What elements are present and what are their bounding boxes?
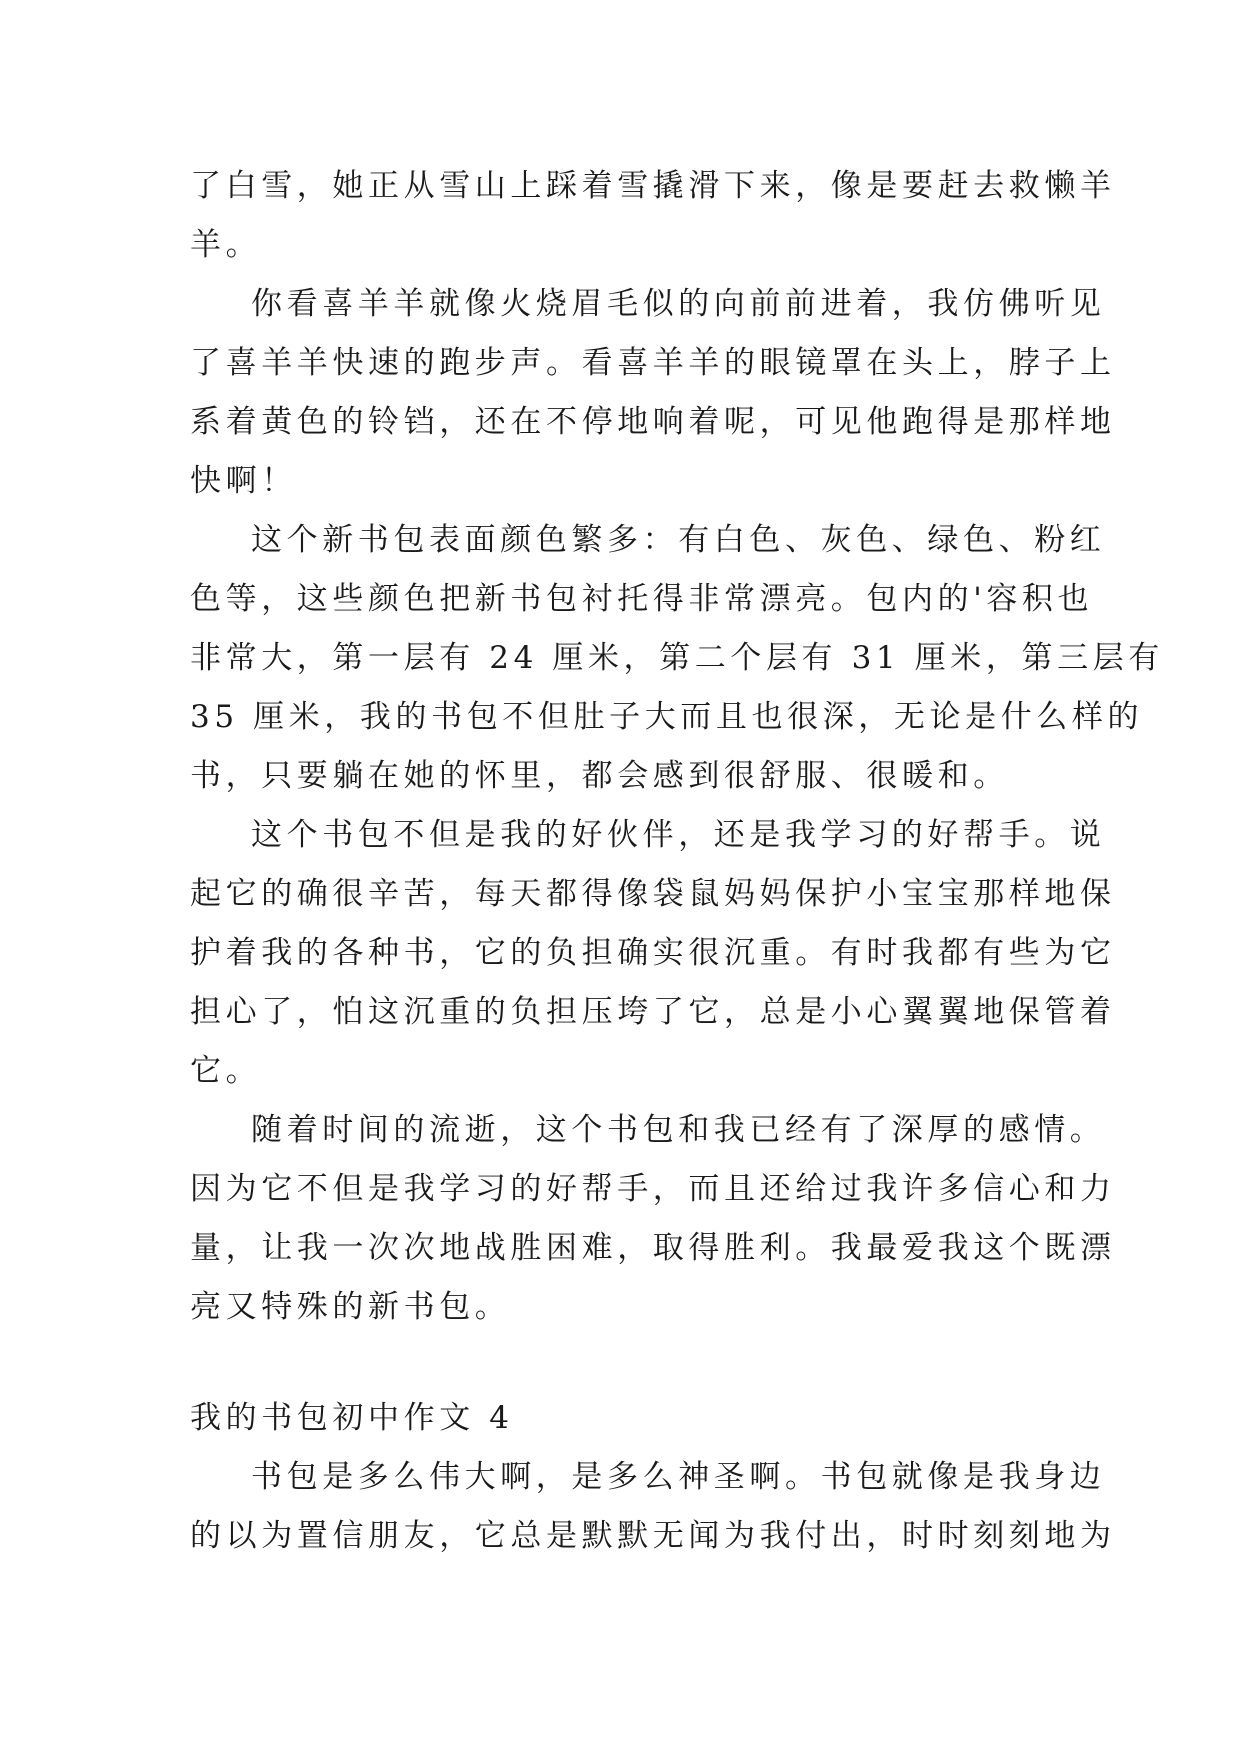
text-line: 的以为置信朋友，它总是默默无闻为我付出，时时刻刻地为	[190, 1518, 1116, 1554]
section-heading: 我的书包初中作文 4	[190, 1400, 514, 1436]
text-line: 量，让我一次次地战胜困难，取得胜利。我最爱我这个既漂	[190, 1230, 1116, 1266]
text-line: 担心了，怕这沉重的负担压垮了它，总是小心翼翼地保管着	[190, 994, 1116, 1030]
text-line: 非常大，第一层有 24 厘米，第二个层有 31 厘米，第三层有	[190, 640, 1164, 676]
text-line: 快啊！	[190, 463, 297, 499]
text-line: 色等，这些颜色把新书包衬托得非常漂亮。包内的'容积也	[190, 581, 1094, 617]
text-line: 因为它不但是我学习的好帮手，而且还给过我许多信心和力	[190, 1171, 1116, 1207]
text-line: 35 厘米，我的书包不但肚子大而且也很深，无论是什么样的	[190, 699, 1144, 735]
paragraph-first-line: 你看喜羊羊就像火烧眉毛似的向前前进着，我仿佛听见	[251, 286, 1106, 322]
paragraph-first-line: 这个书包不但是我的好伙伴，还是我学习的好帮手。说	[251, 817, 1106, 853]
text-line: 护着我的各种书，它的负担确实很沉重。有时我都有些为它	[190, 935, 1116, 971]
text-line: 了喜羊羊快速的跑步声。看喜羊羊的眼镜罩在头上，脖子上	[190, 345, 1116, 381]
text-line: 起它的确很辛苦，每天都得像袋鼠妈妈保护小宝宝那样地保	[190, 876, 1116, 912]
text-line: 亮又特殊的新书包。	[190, 1289, 511, 1325]
text-line: 它。	[190, 1053, 262, 1089]
text-line: 系着黄色的铃铛，还在不停地响着呢，可见他跑得是那样地	[190, 404, 1116, 440]
text-line: 书，只要躺在她的怀里，都会感到很舒服、很暖和。	[190, 758, 1009, 794]
text-line: 羊。	[190, 227, 262, 263]
paragraph-first-line: 随着时间的流逝，这个书包和我已经有了深厚的感情。	[251, 1112, 1106, 1148]
paragraph-first-line: 这个新书包表面颜色繁多：有白色、灰色、绿色、粉红	[251, 522, 1106, 558]
text-line: 了白雪，她正从雪山上踩着雪撬滑下来，像是要赶去救懒羊	[190, 168, 1116, 204]
paragraph-first-line: 书包是多么伟大啊，是多么神圣啊。书包就像是我身边	[251, 1459, 1106, 1495]
